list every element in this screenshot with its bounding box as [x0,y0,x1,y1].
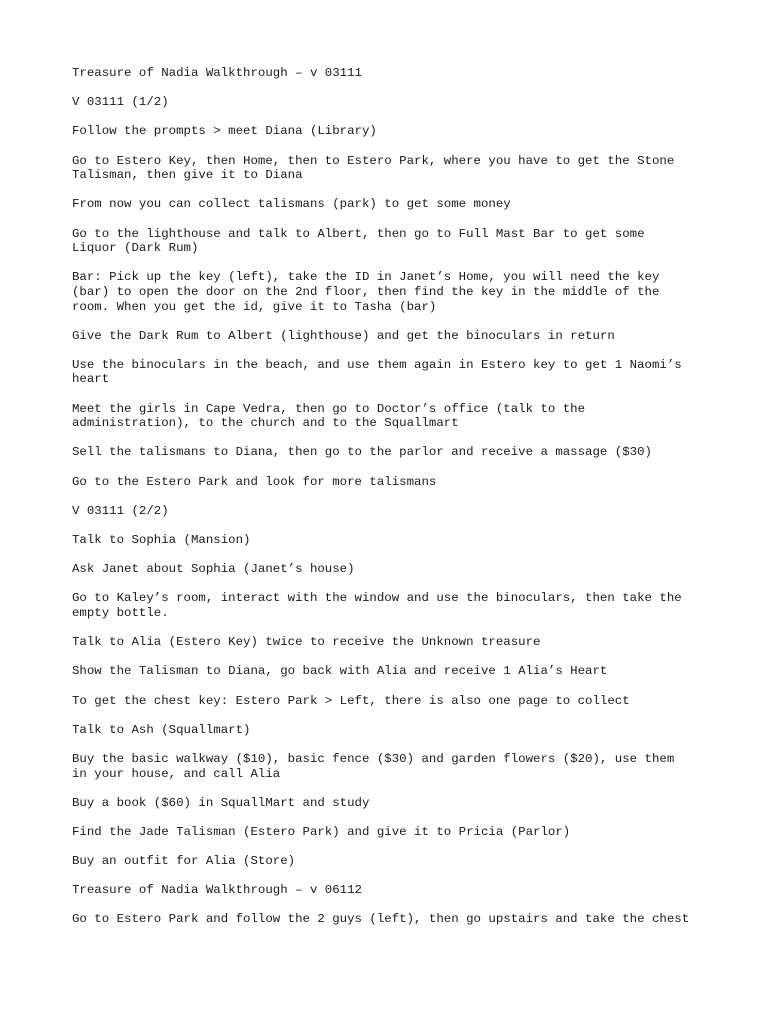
paragraph: Give the Dark Rum to Albert (lighthouse) and get the binoculars in return [72,328,615,343]
paragraph: Talk to Alia (Estero Key) twice to receive the Unknown treasure [72,635,541,650]
paragraph: Meet the girls in Cape Vedra, then go to Doctor’s office (talk to the administration), to the church and to the Squallmart [72,401,586,431]
paragraph: Sell the talismans to Diana, then go to the parlor and receive a massage ($30) [72,445,652,460]
section-title: Treasure of Nadia Walkthrough – v 06112 [72,883,362,898]
section-heading: V 03111 (2/2) [72,503,169,518]
paragraph: Use the binoculars in the beach, and use them again in Estero key to get 1 Naomi’s heart [72,357,682,387]
paragraph: Buy a book ($60) in SquallMart and study [72,795,370,810]
walkthrough-text [72,66,712,942]
paragraph: Go to the Estero Park and look for more talismans [72,474,437,489]
paragraph: Follow the prompts > meet Diana (Library) [72,124,377,139]
paragraph: Go to Estero Key, then Home, then to Estero Park, where you have to get the Stone Talisman, then give it to Diana [72,153,675,183]
doc-title: Treasure of Nadia Walkthrough – v 03111 [72,66,362,80]
paragraph: Go to the lighthouse and talk to Albert, then go to Full Mast Bar to get some Liquor (Dark Rum) [72,226,645,256]
paragraph: From now you can collect talismans (park) to get some money [72,197,511,212]
paragraph: Talk to Sophia (Mansion) [72,533,251,547]
paragraph: Buy an outfit for Alia (Store) [72,854,296,869]
paragraph: To get the chest key: Estero Park > Left, there is also one page to collect [72,693,630,708]
paragraph: Show the Talisman to Diana, go back with Alia and receive 1 Alia’s Heart [72,664,608,679]
paragraph: Bar: Pick up the key (left), take the ID in Janet’s Home, you will need the key (bar) to open the door on the 2nd floor, then find the key in the middle of the room. When you get the id, give it to Tasha (bar) [72,270,660,314]
paragraph: Ask Janet about Sophia (Janet’s house) [72,562,355,577]
paragraph: Buy the basic walkway ($10), basic fence ($30) and garden flowers ($20), use them in your house, and call Alia [72,751,675,781]
paragraph: Talk to Ash (Squallmart) [72,722,251,737]
paragraph: Go to Estero Park and follow the 2 guys (left), then go upstairs and take the chest [72,912,690,927]
section-heading: V 03111 (1/2) [72,95,169,110]
paragraph: Go to Kaley’s room, interact with the window and use the binoculars, then take the empty bottle. [72,591,682,620]
paragraph: Find the Jade Talisman (Estero Park) and give it to Pricia (Parlor) [72,824,571,839]
